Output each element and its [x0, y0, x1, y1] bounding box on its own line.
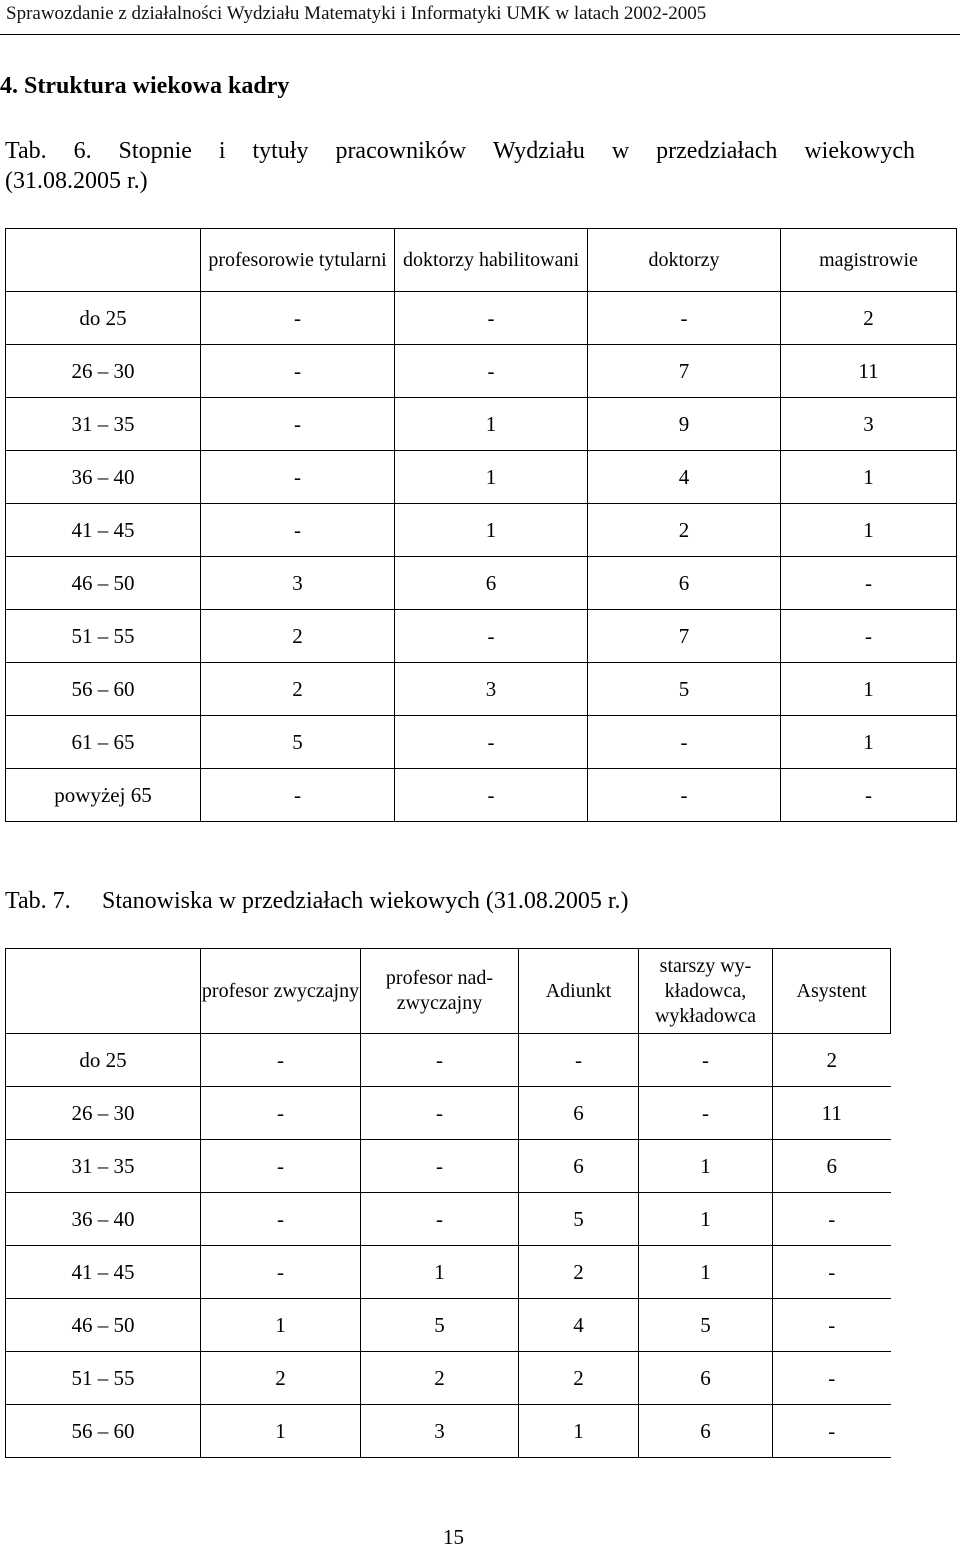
- count-cell: 2: [201, 610, 395, 663]
- count-cell: 1: [395, 398, 588, 451]
- column-header: doktorzy: [588, 229, 781, 292]
- count-cell: -: [639, 1087, 773, 1140]
- table-row: [6, 1034, 891, 1087]
- count-cell: -: [588, 716, 781, 769]
- count-cell: -: [773, 1405, 891, 1458]
- count-cell: 1: [361, 1246, 519, 1299]
- column-header: magistrowie: [781, 229, 957, 292]
- count-cell: 3: [201, 557, 395, 610]
- header-row: [6, 229, 957, 292]
- age-range-cell: 51 – 55: [6, 610, 201, 663]
- count-cell: 1: [201, 1299, 361, 1352]
- table-row: [6, 769, 957, 822]
- caption-word: Wydziału: [493, 138, 585, 164]
- table6-caption-line1: [5, 136, 915, 166]
- count-cell: 6: [639, 1405, 773, 1458]
- count-cell: 1: [519, 1405, 639, 1458]
- column-header: [6, 229, 201, 292]
- table-row: [6, 610, 957, 663]
- count-cell: -: [773, 1352, 891, 1405]
- caption-word: i: [218, 138, 226, 164]
- age-range-cell: 56 – 60: [6, 663, 201, 716]
- table6-caption: [5, 136, 915, 196]
- table6: [5, 228, 957, 822]
- count-cell: 1: [781, 451, 957, 504]
- table7: [5, 948, 891, 1458]
- age-range-cell: do 25: [6, 1034, 201, 1087]
- count-cell: -: [201, 1246, 361, 1299]
- table7-caption: [5, 886, 629, 916]
- caption-word: tytuły: [252, 138, 309, 164]
- table-row: [6, 1246, 891, 1299]
- count-cell: -: [201, 1193, 361, 1246]
- count-cell: 2: [201, 1352, 361, 1405]
- header-row: [6, 949, 891, 1034]
- age-range-cell: 41 – 45: [6, 504, 201, 557]
- section-title: 4. Struktura wiekowa kadry: [0, 73, 290, 99]
- count-cell: -: [361, 1193, 519, 1246]
- count-cell: 3: [361, 1405, 519, 1458]
- count-cell: 6: [588, 557, 781, 610]
- column-header: starszy wy-kładowca, wykładowca: [639, 949, 773, 1034]
- age-range-cell: 51 – 55: [6, 1352, 201, 1405]
- count-cell: -: [519, 1034, 639, 1087]
- count-cell: 1: [395, 451, 588, 504]
- count-cell: -: [395, 345, 588, 398]
- count-cell: -: [361, 1140, 519, 1193]
- count-cell: -: [201, 1087, 361, 1140]
- count-cell: 5: [361, 1299, 519, 1352]
- caption-word: Tab.: [5, 138, 47, 164]
- age-range-cell: 26 – 30: [6, 345, 201, 398]
- count-cell: 1: [781, 663, 957, 716]
- count-cell: -: [201, 504, 395, 557]
- caption-word: w: [611, 138, 630, 164]
- count-cell: -: [201, 345, 395, 398]
- age-range-cell: 31 – 35: [6, 1140, 201, 1193]
- caption-word: 6.: [73, 138, 92, 164]
- table-row: [6, 1405, 891, 1458]
- count-cell: 1: [201, 1405, 361, 1458]
- column-header: profesor nad-zwyczajny: [361, 949, 519, 1034]
- count-cell: -: [361, 1034, 519, 1087]
- count-cell: 9: [588, 398, 781, 451]
- age-range-cell: 31 – 35: [6, 398, 201, 451]
- table-row: [6, 557, 957, 610]
- count-cell: -: [201, 1140, 361, 1193]
- column-header: doktorzy habilitowani: [395, 229, 588, 292]
- table-row: [6, 398, 957, 451]
- column-header: Adiunkt: [519, 949, 639, 1034]
- count-cell: 1: [781, 716, 957, 769]
- count-cell: -: [201, 398, 395, 451]
- count-cell: 2: [361, 1352, 519, 1405]
- age-range-cell: powyżej 65: [6, 769, 201, 822]
- count-cell: 3: [395, 663, 588, 716]
- count-cell: -: [395, 610, 588, 663]
- column-header: [6, 949, 201, 1034]
- count-cell: 11: [773, 1087, 891, 1140]
- count-cell: 4: [519, 1299, 639, 1352]
- count-cell: -: [773, 1299, 891, 1352]
- count-cell: 6: [639, 1352, 773, 1405]
- count-cell: -: [773, 1193, 891, 1246]
- count-cell: 1: [639, 1140, 773, 1193]
- table-row: [6, 663, 957, 716]
- age-range-cell: 56 – 60: [6, 1405, 201, 1458]
- header-rule: [0, 34, 960, 35]
- table-row: [6, 1299, 891, 1352]
- table-row: [6, 504, 957, 557]
- count-cell: 6: [395, 557, 588, 610]
- count-cell: -: [201, 769, 395, 822]
- table-row: [6, 345, 957, 398]
- table7-caption-text: Stanowiska w przedziałach wiekowych (31.08.2005 r.): [102, 888, 629, 914]
- count-cell: -: [395, 292, 588, 345]
- count-cell: -: [201, 292, 395, 345]
- running-header: Sprawozdanie z działalności Wydziału Matematyki i Informatyki UMK w latach 2002-2005: [6, 3, 707, 24]
- age-range-cell: 26 – 30: [6, 1087, 201, 1140]
- count-cell: 3: [781, 398, 957, 451]
- count-cell: -: [395, 769, 588, 822]
- table-row: [6, 1087, 891, 1140]
- column-header: Asystent: [773, 949, 891, 1034]
- count-cell: 4: [588, 451, 781, 504]
- age-range-cell: 61 – 65: [6, 716, 201, 769]
- table-row: [6, 292, 957, 345]
- count-cell: 7: [588, 345, 781, 398]
- count-cell: 5: [639, 1299, 773, 1352]
- count-cell: 2: [588, 504, 781, 557]
- count-cell: 2: [773, 1034, 891, 1087]
- count-cell: -: [781, 557, 957, 610]
- page-number: 15: [443, 1525, 464, 1549]
- age-range-cell: 41 – 45: [6, 1246, 201, 1299]
- count-cell: -: [781, 610, 957, 663]
- count-cell: 2: [781, 292, 957, 345]
- count-cell: 2: [519, 1352, 639, 1405]
- count-cell: 6: [519, 1140, 639, 1193]
- caption-word: pracowników: [335, 138, 467, 164]
- count-cell: 1: [639, 1246, 773, 1299]
- count-cell: 2: [201, 663, 395, 716]
- count-cell: 5: [201, 716, 395, 769]
- table-row: [6, 1193, 891, 1246]
- table7-caption-number: Tab. 7.: [5, 888, 71, 914]
- age-range-cell: 46 – 50: [6, 1299, 201, 1352]
- table-row: [6, 716, 957, 769]
- count-cell: 11: [781, 345, 957, 398]
- table-row: [6, 451, 957, 504]
- table-row: [6, 1352, 891, 1405]
- count-cell: 5: [588, 663, 781, 716]
- count-cell: 6: [519, 1087, 639, 1140]
- count-cell: -: [361, 1087, 519, 1140]
- table-row: [6, 1140, 891, 1193]
- age-range-cell: 46 – 50: [6, 557, 201, 610]
- count-cell: -: [588, 769, 781, 822]
- age-range-cell: do 25: [6, 292, 201, 345]
- count-cell: -: [781, 769, 957, 822]
- count-cell: 7: [588, 610, 781, 663]
- caption-word: wiekowych: [804, 138, 915, 164]
- count-cell: -: [639, 1034, 773, 1087]
- count-cell: -: [201, 451, 395, 504]
- column-header: profesorowie tytularni: [201, 229, 395, 292]
- count-cell: -: [395, 716, 588, 769]
- count-cell: 6: [773, 1140, 891, 1193]
- age-range-cell: 36 – 40: [6, 451, 201, 504]
- age-range-cell: 36 – 40: [6, 1193, 201, 1246]
- count-cell: -: [588, 292, 781, 345]
- caption-word: Stopnie: [118, 138, 192, 164]
- count-cell: 2: [519, 1246, 639, 1299]
- count-cell: 1: [781, 504, 957, 557]
- count-cell: 1: [639, 1193, 773, 1246]
- count-cell: -: [773, 1246, 891, 1299]
- count-cell: -: [201, 1034, 361, 1087]
- count-cell: 5: [519, 1193, 639, 1246]
- count-cell: 1: [395, 504, 588, 557]
- table6-caption-line2: (31.08.2005 r.): [5, 168, 148, 194]
- caption-word: przedziałach: [656, 138, 778, 164]
- column-header: profesor zwyczajny: [201, 949, 361, 1034]
